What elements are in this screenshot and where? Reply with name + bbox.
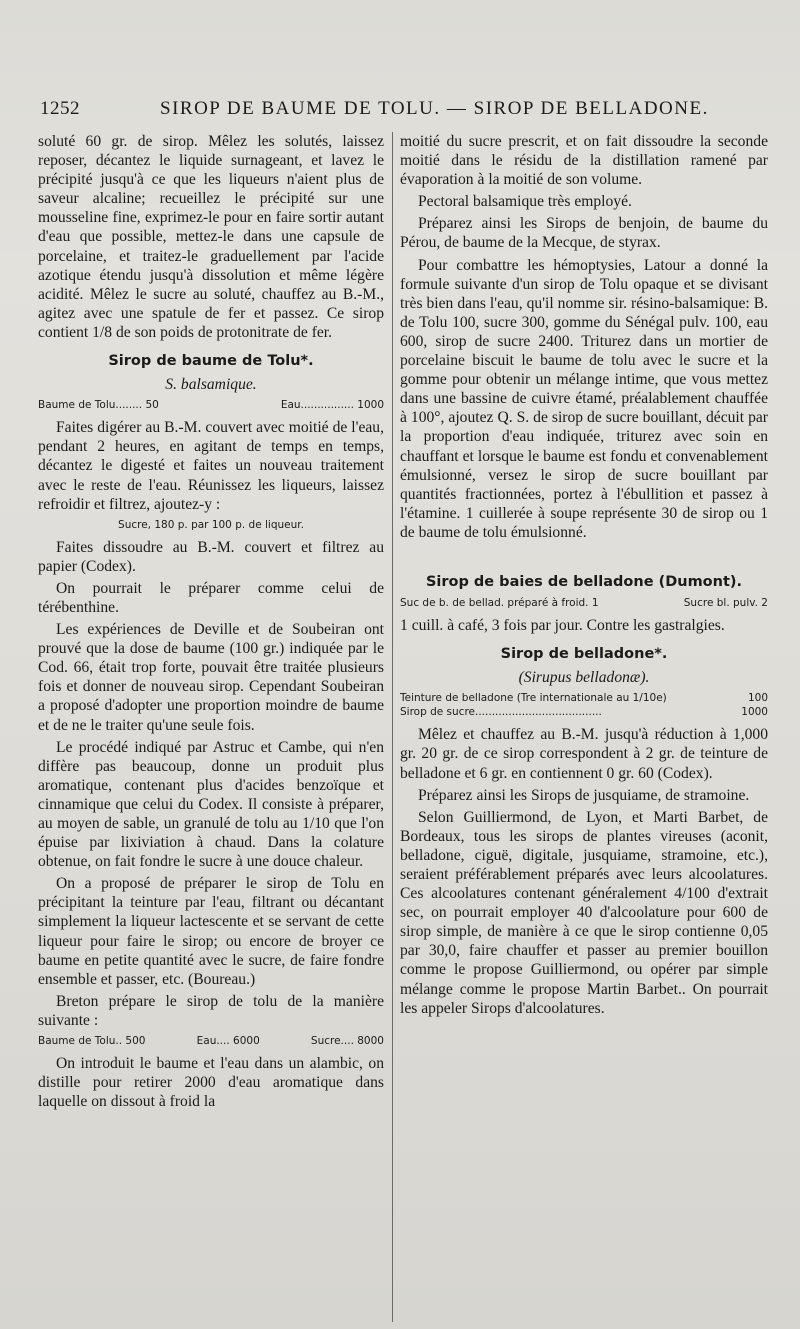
left-column [38, 132, 384, 1114]
running-title: SIROP DE BAUME DE TOLU. — SIROP DE BELLADONE. [160, 98, 709, 119]
paragraph: Faites dissoudre au B.-M. couvert et filtrez au papier (Codex). [38, 538, 384, 575]
recipe-line [400, 691, 768, 705]
ingredient: Sirop de sucre...................................... [400, 706, 602, 719]
ingredient-amount: 100 [747, 692, 768, 705]
ingredient: Teinture de belladone (Tre internationale au 1/10e) [400, 692, 667, 705]
ingredient: Sucre bl. pulv. 2 [683, 597, 768, 610]
paragraph: soluté 60 gr. de sirop. Mêlez les solutés, laissez reposer, décantez le liquide surnageant, et lavez le précipité jusqu'à ce que les liqueurs n'aient plus de saveur alcaline; recueillez le précipité sur une mousseline fine, exprimez-le pour en faire sortir autant d'eau que possible, mettez-le dans une capsule de porcelaine, et traitez-le graduellement par l'acide azotique étendu jusqu'à dissolution et même légère acidité. Mêlez le sucre au soluté, chauffez au B.-M., agitez avec une spatule de fer et passez. Ce sirop contient 1/8 de son poids de protonitrate de fer. [38, 133, 384, 341]
ingredient: Suc de b. de bellad. préparé à froid. 1 [400, 597, 599, 610]
ingredient-amount: 1000 [741, 706, 768, 719]
paragraph: Faites digérer au B.-M. couvert avec moitié de l'eau, pendant 2 heures, en agitant de temps en temps, décantez le digesté et faites un nouveau traitement avec le reste de l'eau. Réunissez les liqueurs, laissez refroidir et filtrez, ajoutez-y : [38, 419, 384, 513]
paragraph: Pectoral balsamique très employé. [418, 193, 632, 211]
paragraph: On pourrait le préparer comme celui de térébenthine. [38, 579, 384, 616]
paragraph: Mêlez et chauffez au B.-M. jusqu'à réduction à 1,000 gr. 20 gr. de ce sirop correspondent à 2 gr. de teinture de belladone et 6 gr. en contiennent 0 gr. 60 (Codex). [400, 726, 768, 782]
paragraph: Le procédé indiqué par Astruc et Cambe, qui n'en diffère pas beaucoup, donne un produit plus aromatique, contenant plus d'acides benzoïque et cinnamique que celui du Codex. Il consiste à préparer, au moyen de sable, un granulé de tolu au 1/10 que l'on épuise par lixiviation à chaud. Dans la colature obtenue, on fait fondre le sucre à une douce chaleur. [38, 738, 384, 871]
paragraph: Breton prépare le sirop de tolu de la manière suivante : [38, 992, 384, 1029]
paragraph: On introduit le baume et l'eau dans un alambic, on distille pour retirer 2000 d'eau aromatique dans laquelle on dissout à froid la [38, 1055, 384, 1111]
recipe-line [38, 518, 384, 532]
spacer [400, 545, 768, 563]
paragraph: moitié du sucre prescrit, et on fait dissoudre la seconde moitié dans le résidu de la distillation ramené par évaporation à la moitié de son volume. [400, 133, 768, 189]
paragraph: Pour combattre les hémoptysies, Latour a donné la formule suivante d'un sirop de Tolu opaque et se divisant très bien dans l'eau, qu'il nomme sir. résino-balsamique: B. de Tolu 100, sucre 300, gomme du Sénégal pulv. 100, eau 600, sirop de sucre 2400. Triturez dans un mortier de porcelaine biscuit le baume de tolu avec le sucre et la gomme pour obtenir un mélange intime, que vous mettez dans une bassine de cuivre étamé, préalablement chauffée à 100°, ajoutez Q. S. de sirop de sucre bouillant, décuit par la proportion d'eau indiquée, triturez avec soin en chauffant et lorsque le baume est fondu et convenablement émulsionné, versez le sirop de sucre bouillant par quantités fractionnées, portez à l'ébullition et passez à l'étamine. 1 cuillerée à soupe représente 30 de sirop ou 1 de baume de tolu émulsionné. [400, 256, 768, 541]
right-column [400, 132, 768, 1021]
ingredient: Sucre, 180 p. par 100 p. de liqueur. [118, 518, 304, 531]
recipe-line [400, 596, 768, 610]
ingredient: Baume de Tolu.. 500 [38, 1035, 146, 1048]
paragraph: Préparez ainsi les Sirops de benjoin, de baume du Pérou, de baume de la Mecque, de styrax. [400, 215, 768, 252]
paragraph: On a proposé de préparer le sirop de Tolu en précipitant la teinture par l'eau, filtrant ou décantant simplement la liqueur lactescente et se servant de cette liqueur pour faire le sirop; ou encore de broyer ce baume en petite quantité avec le sucre, de faire fondre ensemble et passer, etc. (Boureau.) [38, 875, 384, 988]
ingredient: Baume de Tolu........ 50 [38, 399, 159, 412]
paragraph: Les expériences de Deville et de Soubeiran ont prouvé que la dose de baume (100 gr.) indiquée par le Cod. 66, était trop forte, pouvait être traitée plusieurs fois et donner de nouveau sirop. Cependant Soubeiran a proposé d'adopter une proportion moindre de baume et de ne le traiter qu'une seule fois. [38, 621, 384, 734]
section-subtitle: S. balsamique. [165, 376, 257, 394]
recipe-block [400, 691, 768, 719]
page-number: 1252 [40, 98, 80, 119]
section-heading: Sirop de belladone*. [500, 646, 668, 663]
section-heading: Sirop de baume de Tolu*. [108, 353, 314, 370]
recipe-line [400, 705, 768, 719]
ingredient: Sucre.... 8000 [310, 1035, 384, 1048]
recipe-line [38, 1034, 384, 1048]
recipe-line [38, 398, 384, 412]
paragraph: 1 cuill. à café, 3 fois par jour. Contre les gastralgies. [400, 617, 725, 635]
paragraph: Préparez ainsi les Sirops de jusquiame, de stramoine. [418, 786, 750, 804]
ingredient: Eau.... 6000 [196, 1035, 260, 1048]
paragraph: Selon Guilliermond, de Lyon, et Marti Barbet, de Bordeaux, tous les sirops de plantes vireuses (aconit, belladone, ciguë, digitale, jusquiame, stramoine, etc.), seraient préférablement préparés avec leurs alcoolatures. Ces alcoolatures contenant généralement 4/100 d'extrait sec, on pourrait employer 40 d'alcoolature pour 600 de sirop simple, de manière à ce que le sirop contienne 0,05 par 30,0, faire chauffer et passer au premier bouillon comme le propose Guilliermond, ou opérer par simple mélange comme le propose Martin Barbet.. On pourrait les appeler Sirops d'alcoolatures. [400, 808, 768, 1017]
section-subtitle: (Sirupus belladonæ). [518, 669, 650, 687]
section-heading: Sirop de baies de belladone (Dumont). [425, 573, 743, 590]
ingredient: Eau................ 1000 [280, 399, 384, 412]
page-header [40, 98, 780, 126]
column-divider [392, 132, 393, 1322]
